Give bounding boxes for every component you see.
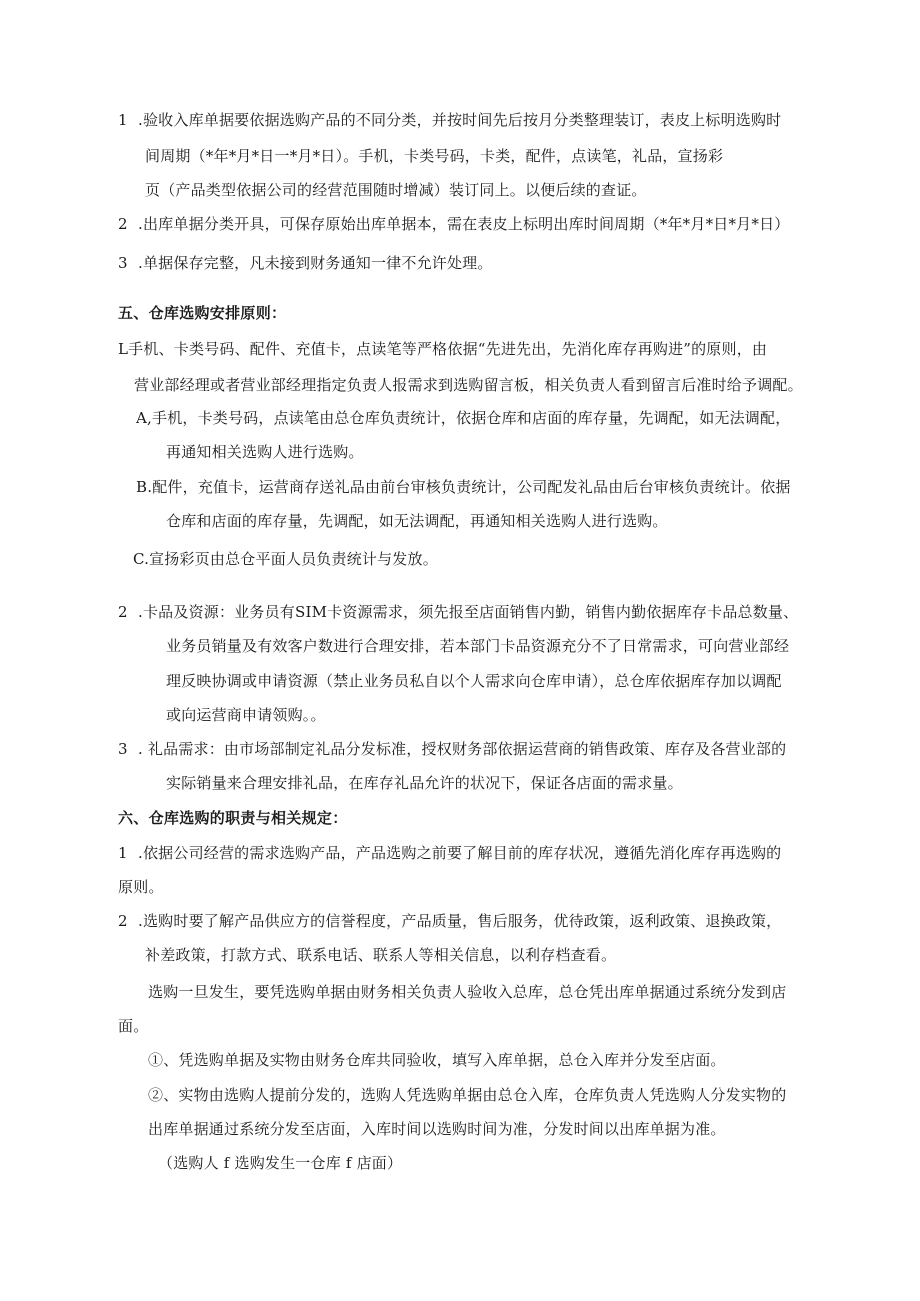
paragraph-line: C.宣扬彩页由总仓平面人员负责统计与发放。 — [133, 550, 438, 568]
paragraph-line: . 礼品需求：由市场部制定礼品分发标准，授权财务部依据运营商的销售政策、库存及各营业部的 — [138, 740, 787, 758]
paragraph-line: ②、实物由选购人提前分发的，选购人凭选购单据由总仓入库，仓库负责人凭选购人分发实物的 — [148, 1086, 787, 1104]
paragraph-line: 间周期（*年*月*日一*月*日）。手机，卡类号码，卡类，配件，点读笔，礼品，宣扬彩 — [145, 147, 724, 165]
item-number: 1 — [118, 111, 128, 129]
paragraph-line: 补差政策，打款方式、联系电话、联系人等相关信息，以利存档查看。 — [145, 946, 617, 964]
paragraph-line: 业务员销量及有效客户数进行合理安排，若本部门卡品资源充分不了日常需求，可向营业部经 — [166, 637, 790, 655]
item-number: 1 — [118, 844, 128, 862]
paragraph-line: .卡品及资源：业务员有SIM卡资源需求，须先报至店面销售内勤，销售内勤依据库存卡品总数量、 — [138, 603, 799, 621]
item-number: 3 — [118, 740, 128, 758]
paragraph-line: 选购一旦发生，要凭选购单据由财务相关负责人验收入总库，总仓凭出库单据通过系统分发到店 — [148, 983, 787, 1001]
item-number: 3 — [118, 254, 128, 272]
paragraph-line: 原则。 — [118, 878, 164, 896]
paragraph-line: 或向运营商申请领购。。 — [166, 706, 326, 724]
flow-note: （选购人 f 选购发生一仓库 f 店面） — [158, 1154, 403, 1172]
section-heading: 六、仓库选购的职责与相关规定： — [118, 809, 348, 827]
paragraph-line: A,手机，卡类号码，点读笔由总仓库负责统计，依据仓库和店面的库存量，先调配，如无法调配， — [136, 409, 791, 427]
paragraph-line: .出库单据分类开具，可保存原始出库单据本，需在表皮上标明出库时间周期（*年*月*日*月*日） — [138, 215, 790, 233]
section-heading: 五、仓库选购安排原则： — [118, 304, 287, 322]
paragraph-line: 理反映协调或申请资源（禁止业务员私自以个人需求向仓库申请），总仓库依据库存加以调配 — [166, 672, 782, 690]
paragraph-line: 营业部经理或者营业部经理指定负责人报需求到选购留言板，相关负责人看到留言后准时给予调配。 — [134, 376, 803, 394]
paragraph-line: 再通知相关选购人进行选购。 — [166, 443, 364, 461]
paragraph-line: 页（产品类型依据公司的经营范围随时增减）装订同上。以便后续的查证。 — [145, 181, 647, 199]
item-number: 2 — [118, 912, 128, 930]
paragraph-line: ①、凭选购单据及实物由财务仓库共同验收，填写入库单据，总仓入库并分发至店面。 — [148, 1051, 726, 1069]
paragraph-line: .选购时要了解产品供应方的信誉程度，产品质量，售后服务，优待政策，返利政策、退换政策， — [138, 912, 782, 930]
paragraph-line: 实际销量来合理安排礼品，在库存礼品允许的状况下，保证各店面的需求量。 — [166, 774, 683, 792]
paragraph-line: 出库单据通过系统分发至店面，入库时间以选购时间为准，分发时间以出库单据为准。 — [148, 1120, 726, 1138]
paragraph-line: .依据公司经营的需求选购产品，产品选购之前要了解目前的库存状况，遵循先消化库存再选购的 — [138, 844, 782, 862]
paragraph-line: .单据保存完整，凡未接到财务通知一律不允许处理。 — [138, 254, 493, 272]
item-number: 2 — [118, 215, 128, 233]
paragraph-line: L手机、卡类号码、配件、充值卡，点读笔等严格依据“先进先出，先消化库存再购进”的原则，由 — [118, 340, 768, 358]
paragraph-line: 仓库和店面的库存量，先调配，如无法调配，再通知相关选购人进行选购。 — [166, 512, 668, 530]
paragraph-line: .验收入库单据要依据选购产品的不同分类，并按时间先后按月分类整理装订，表皮上标明选购时 — [138, 111, 782, 129]
paragraph-line: B.配件，充值卡，运营商存送礼品由前台审核负责统计，公司配发礼品由后台审核负责统计。依据 — [136, 478, 791, 496]
item-number: 2 — [118, 603, 128, 621]
paragraph-line: 面。 — [118, 1017, 149, 1035]
